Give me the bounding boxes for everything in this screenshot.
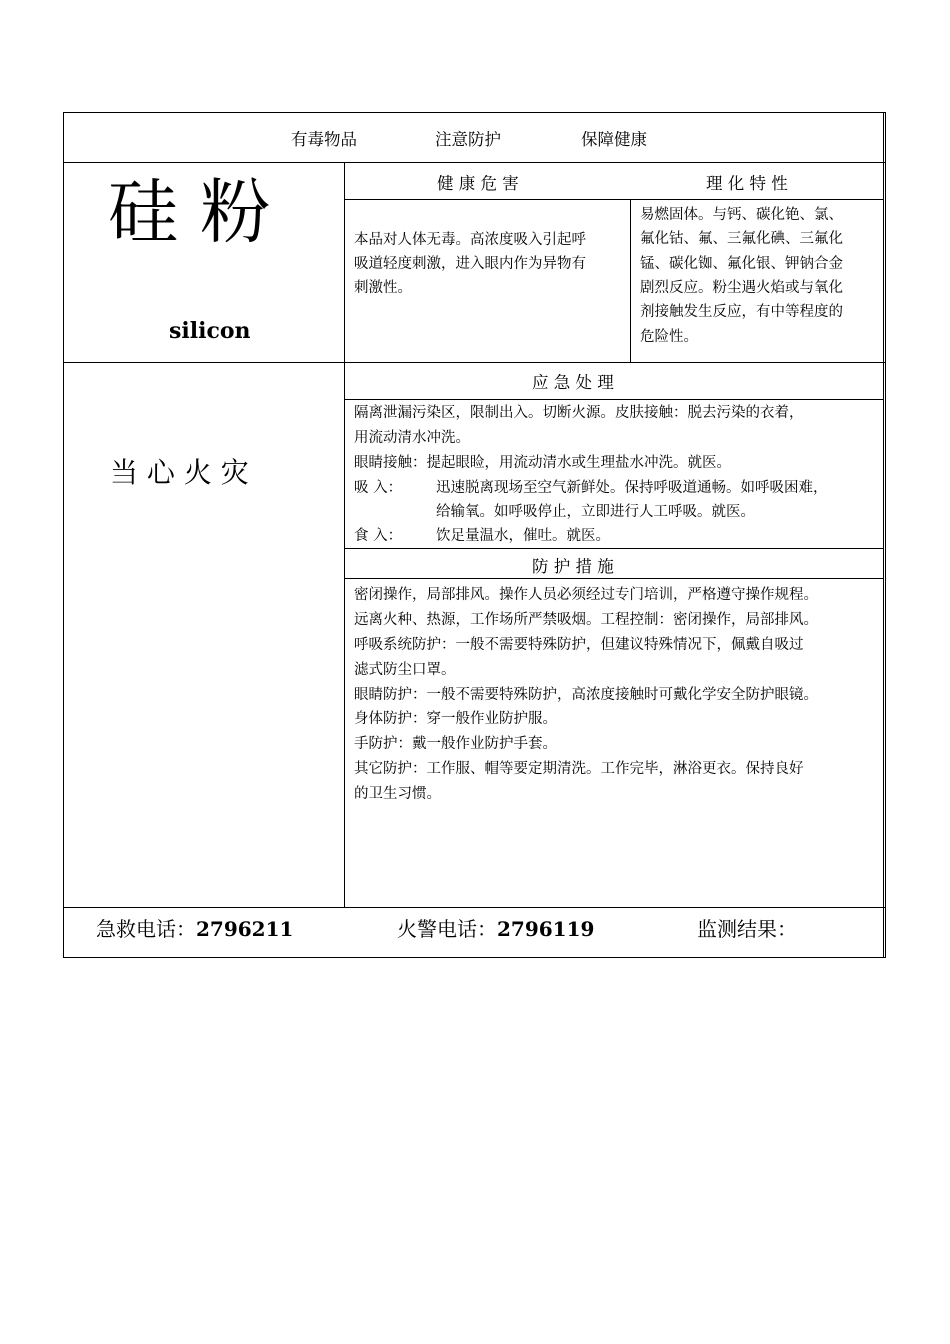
fire-warning: 当 心 火 灾 <box>110 456 249 489</box>
protection-line-6: 身体防护：穿一般作业防护服。 <box>354 711 557 727</box>
physchem-line-5: 剂接触发生反应，有中等程度的 <box>640 304 843 320</box>
protection-line-9: 的卫生习惯。 <box>354 786 441 802</box>
substance-name-zh: 硅 粉 <box>108 171 271 253</box>
row-divider-footer <box>63 907 885 908</box>
protection-header: 防 护 措 施 <box>532 557 614 576</box>
physchem-line-6: 危险性。 <box>640 329 698 345</box>
health-hazard-header: 健 康 危 害 <box>437 174 519 193</box>
table-border-left <box>63 112 64 958</box>
inhalation-label: 吸 入： <box>354 480 403 496</box>
emergency-line-2: 用流动清水冲洗。 <box>354 430 470 446</box>
banner-toxic: 有毒物品 <box>291 130 357 149</box>
health-line-3: 刺激性。 <box>354 280 412 296</box>
column-divider-main <box>344 162 345 908</box>
row-divider-protection-top <box>344 548 884 549</box>
substance-name-en: silicon <box>169 318 251 344</box>
inhalation-text: 迅速脱离现场至空气新鲜处。保持呼吸道通畅。如呼吸困难， <box>436 480 828 496</box>
physchem-header: 理 化 特 性 <box>706 174 788 193</box>
emergency-header: 应 急 处 理 <box>532 373 614 392</box>
emergency-line-3: 眼睛接触：提起眼睑，用流动清水或生理盐水冲洗。就医。 <box>354 455 731 471</box>
ingestion-text: 饮足量温水，催吐。就医。 <box>436 528 610 544</box>
row-divider-protection-header <box>344 578 884 579</box>
column-divider-hazard <box>630 199 631 363</box>
fire-number: 2796119 <box>497 917 595 941</box>
banner-health: 保障健康 <box>581 130 647 149</box>
table-border-top <box>63 112 885 113</box>
fire-label: 火警电话： <box>397 917 497 941</box>
emergency-line-1: 隔离泄漏污染区，限制出入。切断火源。皮肤接触：脱去污染的衣着， <box>354 405 804 421</box>
inhalation-text-cont: 给输氧。如呼吸停止，立即进行人工呼吸。就医。 <box>436 504 755 520</box>
physchem-line-2: 氟化钴、氟、三氟化碘、三氟化 <box>640 231 843 247</box>
protection-line-1: 密闭操作，局部排风。操作人员必须经过专门培训，严格遵守操作规程。 <box>354 587 818 603</box>
protection-line-5: 眼睛防护：一般不需要特殊防护，高浓度接触时可戴化学安全防护眼镜。 <box>354 687 818 703</box>
banner-caution: 注意防护 <box>435 130 501 149</box>
first-aid-label: 急救电话： <box>96 917 196 941</box>
ingestion-label: 食 入： <box>354 528 403 544</box>
health-line-2: 吸道轻度刺激，进入眼内作为异物有 <box>354 256 586 272</box>
health-line-1: 本品对人体无毒。高浓度吸入引起呼 <box>354 232 586 248</box>
table-border-bottom <box>63 957 885 958</box>
first-aid-number: 2796211 <box>196 917 294 941</box>
row-divider-hazard <box>63 362 885 363</box>
protection-line-3: 呼吸系统防护：一般不需要特殊防护，但建议特殊情况下，佩戴自吸过 <box>354 637 804 653</box>
protection-line-4: 滤式防尘口罩。 <box>354 662 456 678</box>
row-divider-emergency-header <box>344 399 884 400</box>
table-border-right <box>883 112 884 958</box>
physchem-line-1: 易燃固体。与钙、碳化铯、氯、 <box>640 207 843 223</box>
protection-line-2: 远离火种、热源，工作场所严禁吸烟。工程控制：密闭操作，局部排风。 <box>354 612 818 628</box>
first-aid-phone <box>96 914 293 944</box>
monitor-result: 监测结果： <box>697 917 797 941</box>
protection-line-8: 其它防护：工作服、帽等要定期清洗。工作完毕，淋浴更衣。保持良好 <box>354 761 804 777</box>
row-divider-banner <box>63 162 885 163</box>
protection-line-7: 手防护：戴一般作业防护手套。 <box>354 736 557 752</box>
fire-phone <box>397 914 594 944</box>
physchem-line-3: 锰、碳化铷、氟化银、钾钠合金 <box>640 256 843 272</box>
physchem-line-4: 剧烈反应。粉尘遇火焰或与氧化 <box>640 280 843 296</box>
table-border-right-outer <box>885 112 886 958</box>
row-divider-subheader <box>344 199 884 200</box>
